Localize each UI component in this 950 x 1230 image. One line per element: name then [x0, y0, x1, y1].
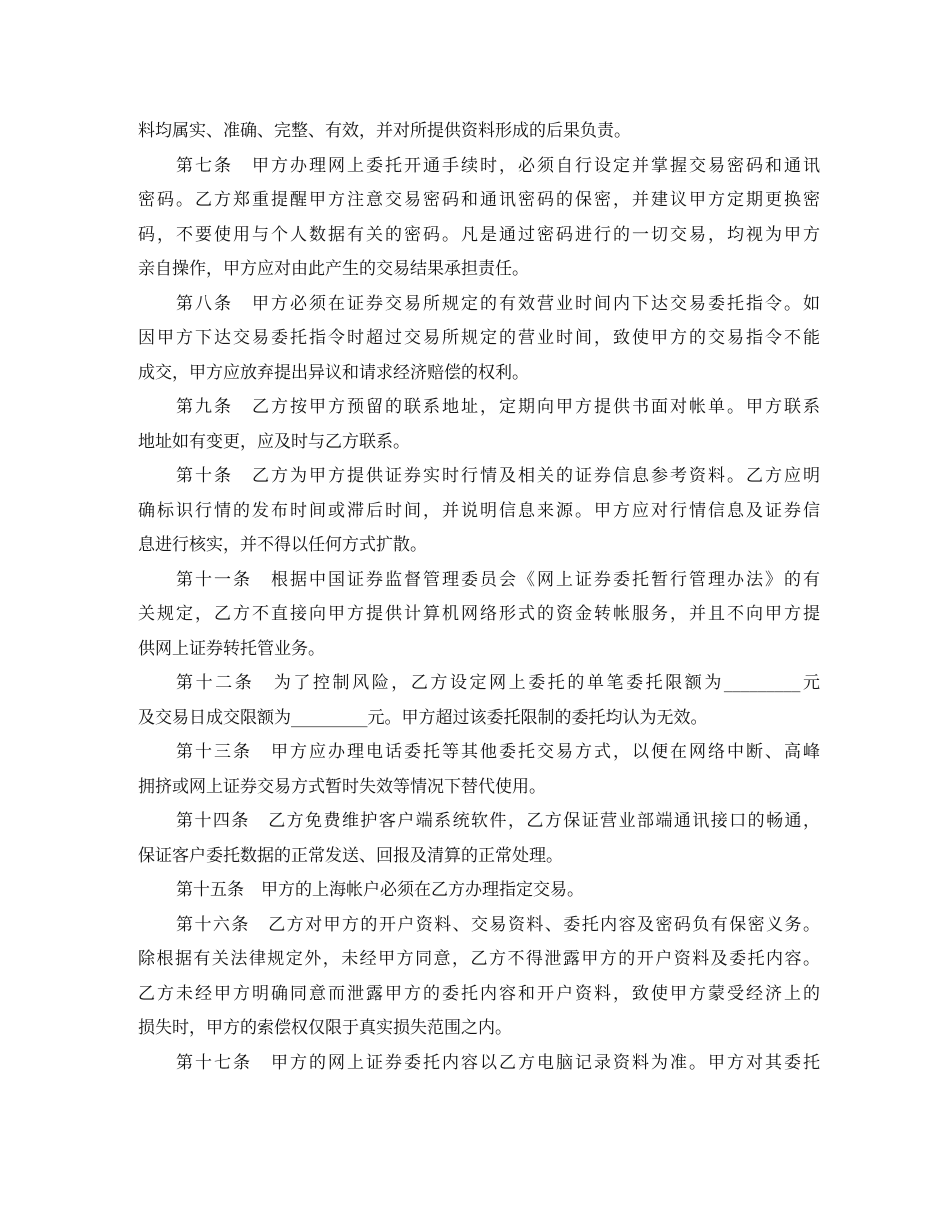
paragraph-first-line: 第八条 甲方必须在证券交易所规定的有效营业时间内下达交易委托指令。如 [176, 293, 820, 314]
paragraph-line: 因甲方下达交易委托指令时超过交易所规定的营业时间，致使甲方的交易指令不能 [138, 328, 820, 348]
paragraph-first-line: 第十五条 甲方的上海帐户必须在乙方办理指定交易。 [176, 880, 584, 900]
paragraph-line: 拥挤或网上证券交易方式暂时失效等情况下替代使用。 [138, 776, 546, 797]
paragraph-first-line: 第七条 甲方办理网上委托开通手续时，必须自行设定并掌握交易密码和通讯 [176, 155, 820, 176]
paragraph-line: 成交，甲方应放弃提出异议和请求经济赔偿的权利。 [138, 362, 529, 383]
paragraph-line: 除根据有关法律规定外，未经甲方同意，乙方不得泄露甲方的开户资料及委托内容。 [138, 949, 820, 969]
paragraph-line: 地址如有变更，应及时与乙方联系。 [138, 431, 410, 452]
paragraph-line: 损失时，甲方的索偿权仅限于真实损失范围之内。 [138, 1018, 512, 1038]
paragraph-line: 保证客户委托数据的正常发送、回报及清算的正常处理。 [138, 845, 563, 866]
paragraph-first-line: 第十三条 甲方应办理电话委托等其他委托交易方式，以便在网络中断、高峰 [176, 742, 820, 762]
paragraph-line: 关规定，乙方不直接向甲方提供计算机网络形式的资金转帐服务，并且不向甲方提 [138, 604, 820, 624]
paragraph-first-line: 第十一条 根据中国证券监督管理委员会《网上证券委托暂行管理办法》的有 [176, 569, 820, 590]
paragraph-first-line: 第十条 乙方为甲方提供证券实时行情及相关的证券信息参考资料。乙方应明 [176, 466, 820, 486]
paragraph-line: 息进行核实，并不得以任何方式扩散。 [138, 535, 427, 555]
paragraph-line: 亲自操作，甲方应对由此产生的交易结果承担责任。 [138, 259, 529, 279]
paragraph-line: 码，不要使用与个人数据有关的密码。凡是通过密码进行的一切交易，均视为甲方 [138, 224, 820, 245]
paragraph-line: 及交易日成交限额为_________元。甲方超过该委托限制的委托均认为无效。 [138, 707, 708, 728]
paragraph-line: 密码。乙方郑重提醒甲方注意交易密码和通讯密码的保密，并建议甲方定期更换密 [138, 190, 820, 210]
contract-text-body [138, 114, 820, 1080]
paragraph-first-line: 第九条 乙方按甲方预留的联系地址，定期向甲方提供书面对帐单。甲方联系 [176, 397, 820, 417]
paragraph-line: 确标识行情的发布时间或滞后时间，并说明信息来源。甲方应对行情信息及证券信 [138, 500, 820, 521]
paragraph-first-line: 第十二条 为了控制风险，乙方设定网上委托的单笔委托限额为_________元 [176, 673, 820, 693]
paragraph-line: 乙方未经甲方明确同意而泄露甲方的委托内容和开户资料，致使甲方蒙受经济上的 [138, 983, 820, 1004]
paragraph-first-line: 第十七条 甲方的网上证券委托内容以乙方电脑记录资料为准。甲方对其委托 [176, 1052, 820, 1073]
paragraph-first-line: 第十六条 乙方对甲方的开户资料、交易资料、委托内容及密码负有保密义务。 [176, 914, 820, 935]
paragraph-first-line: 第十四条 乙方免费维护客户端系统软件，乙方保证营业部端通讯接口的畅通， [176, 811, 820, 831]
paragraph-line: 供网上证券转托管业务。 [138, 638, 325, 659]
paragraph-line: 料均属实、准确、完整、有效，并对所提供资料形成的后果负责。 [138, 121, 631, 141]
